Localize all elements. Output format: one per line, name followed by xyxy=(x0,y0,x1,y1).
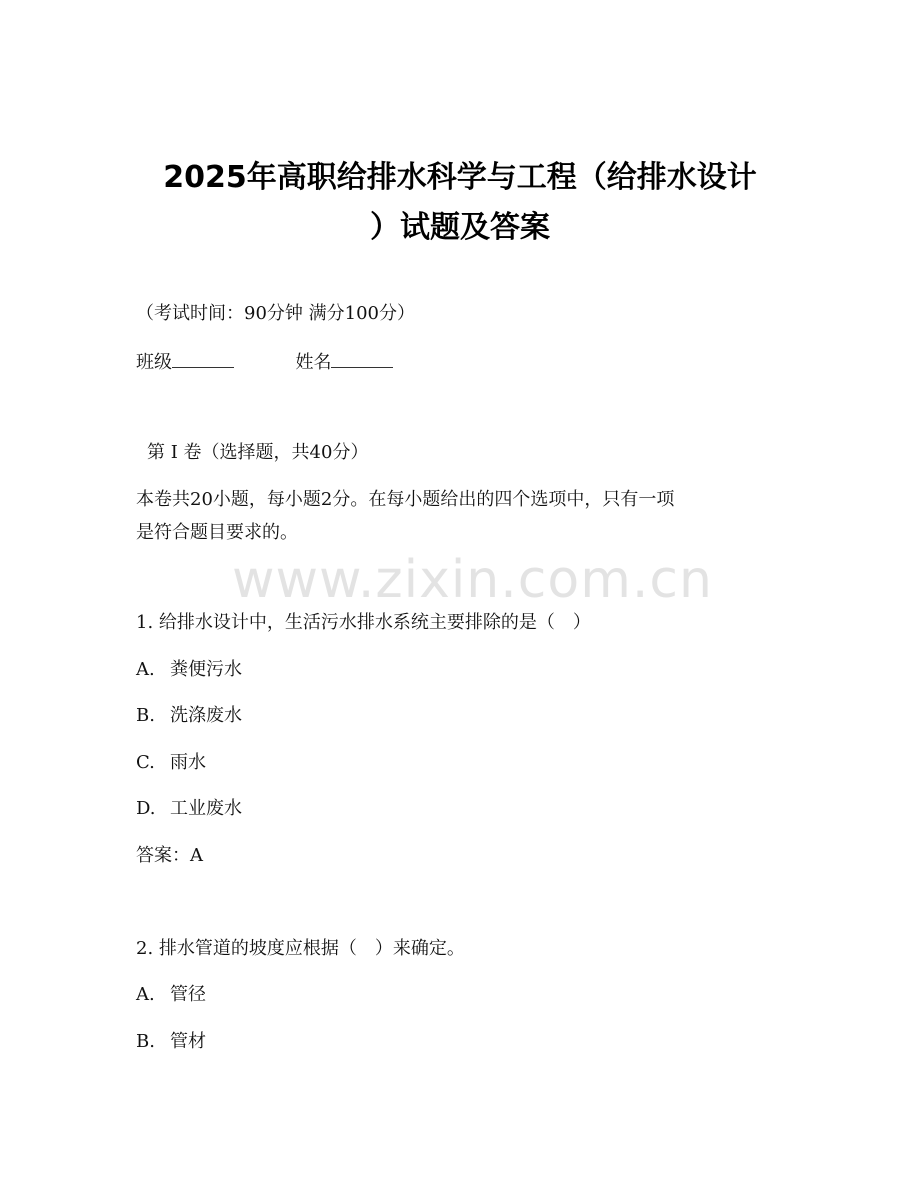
question-1-option-d xyxy=(136,796,242,822)
option-text: 洗涤废水 xyxy=(170,705,242,726)
question-1-option-b xyxy=(136,703,242,729)
option-label: B. xyxy=(136,1031,155,1052)
option-label: D. xyxy=(136,798,156,819)
option-text: 工业废水 xyxy=(170,798,242,819)
name-blank xyxy=(331,349,393,368)
question-1-option-c xyxy=(136,750,206,776)
document-title-line-1: 2025年高职给排水科学与工程（给排水设计 xyxy=(163,160,757,195)
document-title-line-2: ）试题及答案 xyxy=(370,210,550,245)
section-instructions-line-1: 本卷共20小题，每小题2分。在每小题给出的四个选项中，只有一项 xyxy=(136,489,675,510)
option-text: 管材 xyxy=(170,1031,206,1052)
name-label: 姓名 xyxy=(295,352,332,373)
option-label: A. xyxy=(136,659,155,680)
question-1-option-a xyxy=(136,657,242,683)
question-2-stem: 2. 排水管道的坡度应根据（ ）来确定。 xyxy=(136,938,465,959)
class-blank xyxy=(172,349,234,368)
option-label: A. xyxy=(136,984,155,1005)
option-label: B. xyxy=(136,705,155,726)
question-1-stem: 1. 给排水设计中，生活污水排水系统主要排除的是（ ） xyxy=(136,612,591,633)
option-text: 粪便污水 xyxy=(170,659,242,680)
option-text: 雨水 xyxy=(170,752,206,773)
watermark: www.zixin.com.cn xyxy=(232,550,713,610)
section-instructions-line-2: 是符合题目要求的。 xyxy=(136,522,298,543)
class-label: 班级 xyxy=(136,352,172,373)
question-2-option-b xyxy=(136,1029,206,1055)
question-1-answer: 答案：A xyxy=(136,845,203,866)
option-label: C. xyxy=(136,752,155,773)
student-info-row xyxy=(136,349,393,376)
exam-info: （考试时间：90分钟 满分100分） xyxy=(136,303,415,324)
option-text: 管径 xyxy=(170,984,206,1005)
section-heading: 第 I 卷（选择题，共40分） xyxy=(147,442,369,463)
question-2-option-a xyxy=(136,982,206,1008)
